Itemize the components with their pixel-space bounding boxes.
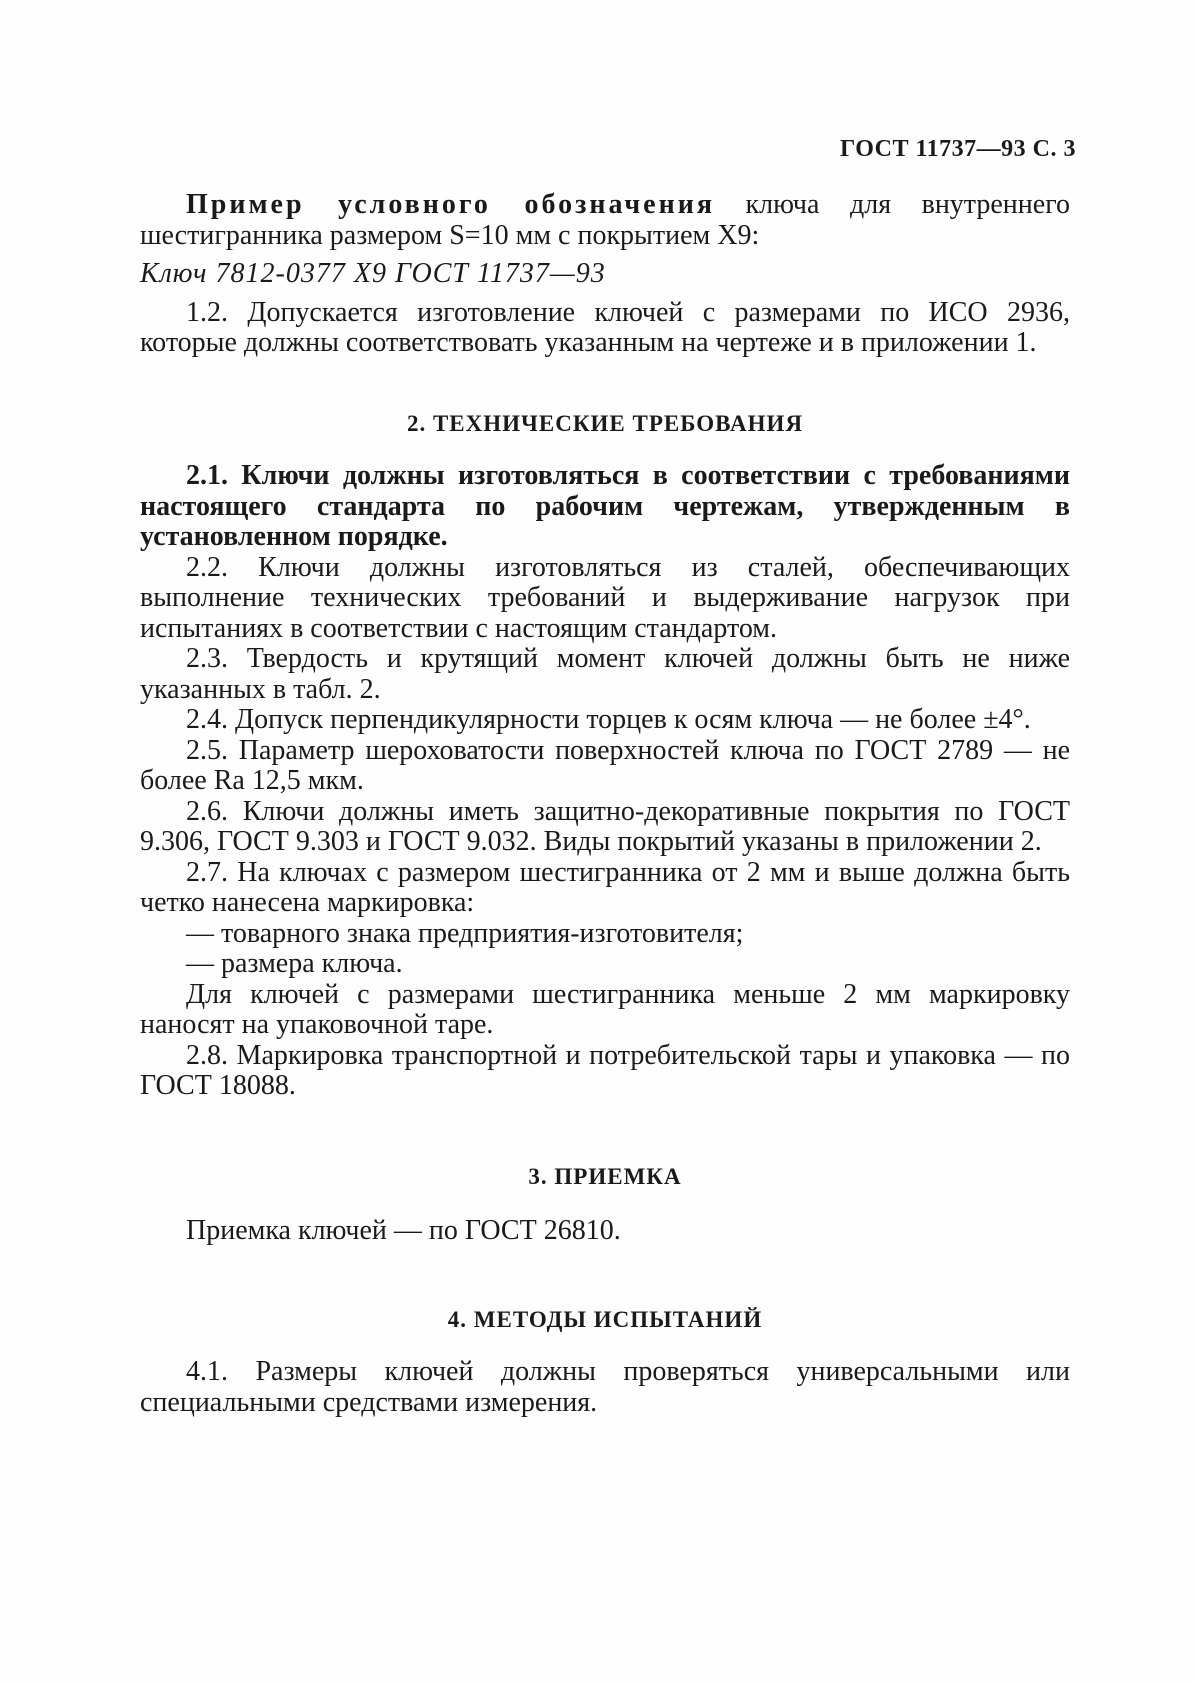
paragraph-1-2: 1.2. Допускается изготовление ключей с размерами по ИСО 2936, которые должны соответствовать указанным на чертеже и в приложении 1. [140, 296, 1070, 358]
paragraph-2-2: 2.2. Ключи должны изготовляться из сталей, обеспечивающих выполнение технических требований и выдерживание нагрузок при испытаниях в соответствии с настоящим стандартом. [140, 551, 1070, 644]
section-4-title: 4. МЕТОДЫ ИСПЫТАНИЙ [447, 1306, 763, 1332]
section-2-title: 2. ТЕХНИЧЕСКИЕ ТРЕБОВАНИЯ [406, 410, 804, 436]
marking-item-trademark: — товарного знака предприятия-изготовителя; [186, 917, 744, 949]
running-header: ГОСТ 11737—93 С. 3 [840, 136, 1076, 162]
paragraph-2-1: 2.1. Ключи должны изготовляться в соответствии с требованиями настоящего стандарта по рабочим чертежам, утвержденным в установленном порядке. [140, 460, 1070, 552]
paragraph-2-7: 2.7. На ключах с размером шестигранника от 2 мм и выше должна быть четко нанесена маркировка: [140, 856, 1070, 918]
paragraph-2-6: 2.6. Ключи должны иметь защитно-декоративные покрытия по ГОСТ 9.306, ГОСТ 9.303 и ГОСТ 9.032. Виды покрытий указаны в приложении 2. [140, 795, 1070, 857]
paragraph-2-7-note: Для ключей с размерами шестигранника меньше 2 мм маркировку наносят на упаковочной таре. [140, 978, 1070, 1040]
paragraph-2-3: 2.3. Твердость и крутящий момент ключей должны быть не ниже указанных в табл. 2. [140, 643, 1070, 705]
paragraph-2-8: 2.8. Маркировка транспортной и потребительской тары и упаковка — по ГОСТ 18088. [140, 1039, 1070, 1101]
designation-example-paragraph [140, 190, 1070, 251]
marking-item-size: — размера ключа. [186, 948, 403, 979]
designation-line: Ключ 7812-0377 X9 ГОСТ 11737—93 [140, 258, 606, 289]
paragraph-2-4: 2.4. Допуск перпендикулярности торцев к осям ключа — не более ±4°. [186, 704, 1031, 735]
example-lead-text: Пример условного обозначения [186, 189, 715, 220]
example-rest-text: ключа для внутреннего шестигранника размером S=10 мм с покрытием X9: [140, 189, 1070, 251]
paragraph-2-5: 2.5. Параметр шероховатости поверхностей ключа по ГОСТ 2789 — не более Ra 12,5 мкм. [140, 734, 1070, 796]
page-content [140, 190, 1070, 1418]
paragraph-acceptance: Приемка ключей — по ГОСТ 26810. [186, 1215, 621, 1246]
section-3-title: 3. ПРИЕМКА [528, 1163, 682, 1189]
paragraph-4-1: 4.1. Размеры ключей должны проверяться универсальными или специальными средствами измерения. [140, 1356, 1070, 1418]
